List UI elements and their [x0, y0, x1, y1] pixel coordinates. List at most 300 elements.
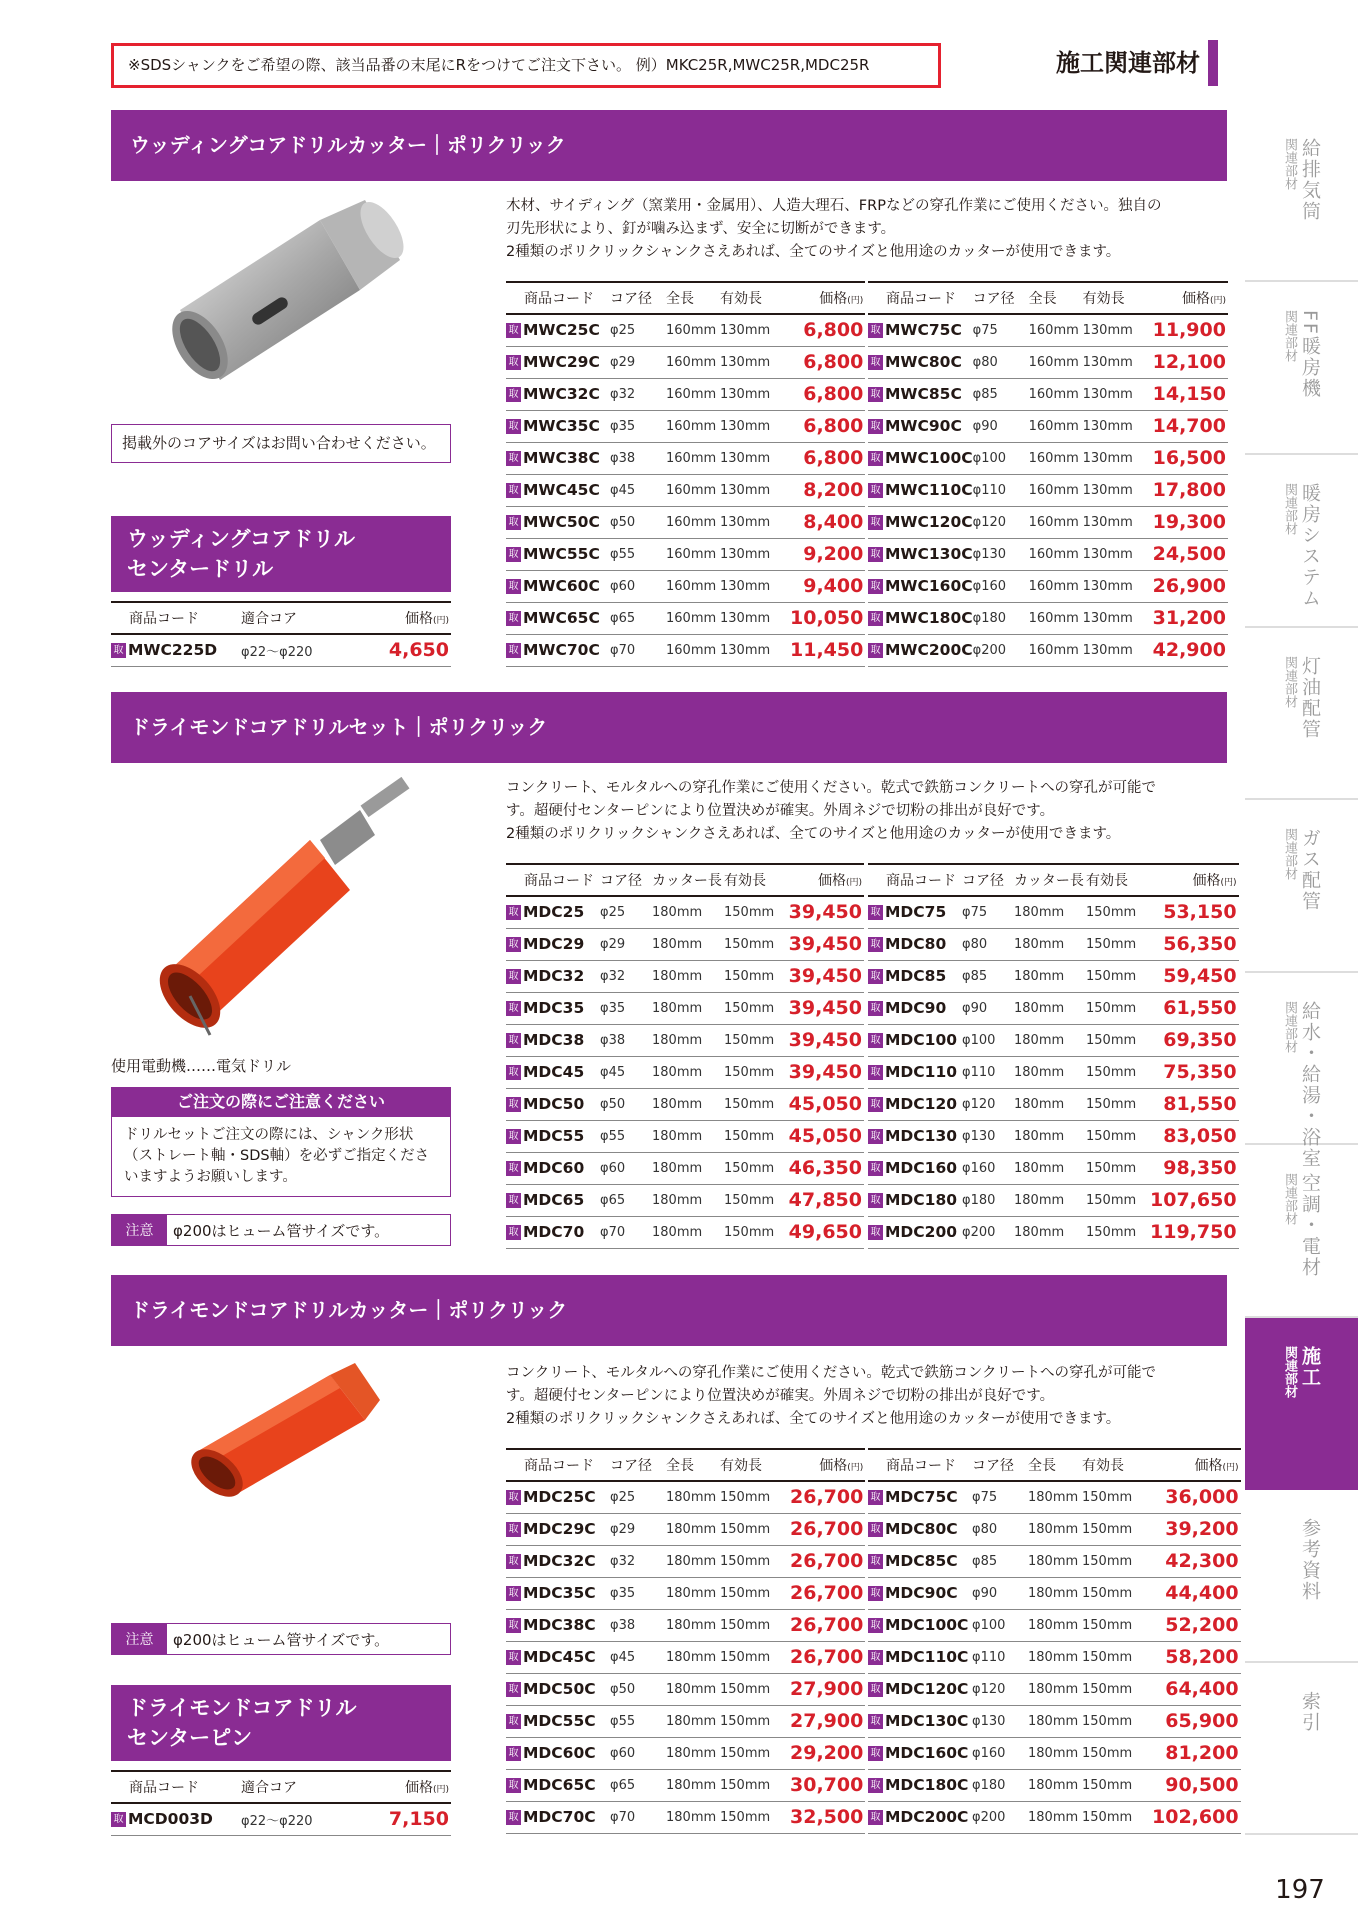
length: 180mm [1014, 1024, 1086, 1056]
stock-badge: 取 [111, 643, 126, 658]
effective-length: 150mm [720, 1737, 790, 1769]
product-code [506, 1577, 610, 1609]
effective-length: 150mm [1082, 1609, 1152, 1641]
column-header: 有効長 [720, 282, 790, 314]
table-row [506, 1513, 865, 1545]
table-row [506, 474, 865, 506]
table-row [868, 1673, 1241, 1705]
stock-badge: 取 [506, 1714, 521, 1729]
stock-badge: 取 [868, 1618, 883, 1633]
effective-length: 130mm [1083, 602, 1153, 634]
side-tab[interactable] [1245, 973, 1358, 1169]
length: 180mm [1014, 1056, 1086, 1088]
product-code-text: MWC38C [523, 449, 600, 467]
effective-length: 150mm [724, 1056, 788, 1088]
effective-length: 150mm [1082, 1673, 1152, 1705]
product-code [506, 1801, 610, 1833]
length: 180mm [666, 1705, 720, 1737]
table-row [506, 1673, 865, 1705]
price: 6,800 [790, 378, 865, 410]
price-header-text: 価格 [819, 1458, 848, 1474]
product-code-text: MDC85C [885, 1552, 958, 1570]
section-1-description: 木材、サイディング（窯業用・金属用）、人造大理石、FRPなどの穿孔作業にご使用ください。独自の 刃先形状により、釘が噛み込まず、安全に切断ができます。 2種類のポリクリックシャンクさえあれば、全てのサイズと他用途のカッターが使用できます。 [506, 198, 1162, 260]
product-code-text: MDC32C [523, 1552, 596, 1570]
product-code [868, 1641, 972, 1673]
table-row [506, 1705, 865, 1737]
effective-length: 150mm [720, 1769, 790, 1801]
side-tab[interactable] [1245, 628, 1358, 800]
product-code [506, 1641, 610, 1673]
table-row [506, 1801, 865, 1833]
table-row [868, 1024, 1239, 1056]
length: 160mm [666, 634, 720, 666]
category-bar [1208, 40, 1218, 86]
table-row [506, 634, 865, 666]
effective-length: 150mm [1082, 1801, 1152, 1833]
effective-length: 150mm [1082, 1481, 1152, 1513]
product-code-text: MDC130 [885, 1127, 958, 1145]
product-code-text: MDC100C [885, 1616, 969, 1634]
length: 180mm [1028, 1545, 1082, 1577]
product-code [868, 538, 973, 570]
price-unit: (円) [1209, 296, 1226, 306]
section-1-rule [111, 180, 1227, 181]
core-diameter: φ45 [610, 1641, 666, 1673]
stock-badge: 取 [506, 1586, 521, 1601]
product-code-text: MDC80 [885, 935, 947, 953]
length: 160mm [1029, 378, 1083, 410]
table-header-row [111, 1771, 451, 1803]
column-header: コア径 [610, 282, 666, 314]
stock-badge: 取 [506, 1129, 521, 1144]
effective-length: 130mm [720, 474, 790, 506]
column-header: コア径 [600, 864, 652, 896]
column-header: 有効長 [1083, 282, 1153, 314]
section-1-table-right [868, 281, 1228, 667]
table-row [868, 896, 1239, 928]
section-2-description: コンクリート、モルタルへの穿孔作業にご使用ください。乾式で鉄筋コンクリートへの穿孔が可能で す。超硬付センターピンにより位置決めが確実。外周ネジで切粉の排出が良好です。 2種類のポリクリックシャンクさえあれば、全てのサイズと他用途のカッターが使用できます。 [506, 780, 1157, 842]
column-header [241, 602, 371, 634]
product-code-text: MWC80C [885, 353, 962, 371]
table-row [868, 960, 1239, 992]
stock-badge: 取 [868, 1522, 883, 1537]
effective-length: 150mm [720, 1577, 790, 1609]
side-tab-title: 参考資料 [1299, 1518, 1321, 1602]
length: 180mm [1028, 1481, 1082, 1513]
product-code-text: MWC100C [885, 449, 973, 467]
effective-length: 150mm [1086, 1120, 1150, 1152]
column-header: カッター長 [652, 864, 724, 896]
product-code [506, 1737, 610, 1769]
price: 8,200 [790, 474, 865, 506]
core-diameter: φ55 [600, 1120, 652, 1152]
column-header: 商品コード [868, 282, 973, 314]
stock-badge: 取 [506, 1522, 521, 1537]
price: 16,500 [1153, 442, 1228, 474]
price: 59,450 [1150, 960, 1239, 992]
effective-length: 150mm [724, 992, 788, 1024]
effective-length: 130mm [720, 602, 790, 634]
product-code [868, 570, 973, 602]
effective-length: 150mm [720, 1801, 790, 1833]
stock-badge: 取 [506, 547, 521, 562]
column-header-text: 価格 [404, 611, 433, 627]
length: 180mm [666, 1481, 720, 1513]
length: 180mm [666, 1801, 720, 1833]
stock-badge: 取 [868, 1161, 883, 1176]
side-tab[interactable] [1245, 282, 1358, 455]
core-diameter: φ120 [962, 1088, 1014, 1120]
length: 180mm [652, 1216, 724, 1248]
table-row [868, 1545, 1241, 1577]
stock-badge: 取 [868, 547, 883, 562]
product-code-text: MWC85C [885, 385, 962, 403]
length: 180mm [652, 1088, 724, 1120]
product-code-text: MDC200C [885, 1808, 969, 1826]
effective-length: 130mm [1083, 346, 1153, 378]
side-tab[interactable] [1245, 110, 1358, 282]
column-header: カッター長 [1014, 864, 1086, 896]
price: 39,200 [1152, 1513, 1241, 1545]
product-code [111, 634, 241, 666]
price: 17,800 [1153, 474, 1228, 506]
product-code-text: MDC25C [523, 1488, 596, 1507]
product-code [111, 1803, 241, 1835]
price: 26,700 [790, 1513, 865, 1545]
table-row [506, 1184, 864, 1216]
side-tab[interactable] [1245, 1318, 1358, 1490]
product-code-text: MDC90 [885, 999, 947, 1017]
product-code-text: MDC180C [885, 1776, 969, 1794]
length: 160mm [666, 410, 720, 442]
price: 26,700 [790, 1545, 865, 1577]
core-diameter: φ50 [600, 1088, 652, 1120]
compatible-core: φ22〜φ220 [241, 634, 371, 666]
length: 180mm [666, 1641, 720, 1673]
length: 180mm [666, 1577, 720, 1609]
product-code-text: MDC50 [523, 1095, 585, 1113]
length: 180mm [1028, 1513, 1082, 1545]
core-diameter: φ200 [962, 1216, 1014, 1248]
product-code [506, 570, 610, 602]
stock-badge: 取 [506, 1490, 521, 1505]
core-diameter: φ110 [962, 1056, 1014, 1088]
effective-length: 130mm [1083, 538, 1153, 570]
side-tab[interactable] [1245, 1663, 1358, 1835]
stock-badge: 取 [506, 355, 521, 370]
length: 180mm [1014, 1184, 1086, 1216]
price: 4,650 [371, 634, 451, 666]
price: 26,700 [790, 1481, 865, 1513]
product-code [868, 1673, 972, 1705]
product-code-text: MDC200 [885, 1223, 958, 1241]
product-code [868, 378, 973, 410]
side-tab-title: 施工 [1299, 1346, 1321, 1388]
effective-length: 130mm [1083, 410, 1153, 442]
column-header-text: 商品コード [129, 611, 199, 627]
caution-body: ドリルセットご注文の際には、シャンク形状（ストレート軸・SDS軸）を必ずご指定くださいますようお願いします。 [111, 1117, 451, 1197]
price-unit: (円) [1220, 878, 1237, 888]
product-code-text: MWC75C [885, 321, 962, 340]
price: 46,350 [788, 1152, 864, 1184]
column-header-text: 商品コード [129, 1780, 199, 1796]
core-diameter: φ90 [972, 1577, 1028, 1609]
stock-badge: 取 [868, 387, 883, 402]
price-unit: (円) [845, 878, 862, 888]
effective-length: 150mm [1082, 1769, 1152, 1801]
side-tab[interactable] [1245, 1145, 1358, 1318]
price-table [506, 1448, 865, 1834]
side-tab[interactable] [1245, 455, 1358, 628]
stock-badge: 取 [506, 1065, 521, 1080]
length: 160mm [1029, 442, 1083, 474]
product-code-text: MDC110 [885, 1063, 958, 1081]
column-header: 有効長 [1082, 1449, 1152, 1481]
length: 180mm [666, 1769, 720, 1801]
product-code-text: MDC90C [885, 1584, 958, 1602]
side-tab-title: 索引 [1299, 1691, 1321, 1733]
stock-badge: 取 [868, 323, 883, 338]
table-row [868, 634, 1228, 666]
product-code [868, 1088, 962, 1120]
product-code [868, 442, 973, 474]
product-code-text: MWC225D [128, 641, 218, 660]
stock-badge: 取 [506, 1778, 521, 1793]
product-code [868, 960, 962, 992]
core-diameter: φ110 [972, 1641, 1028, 1673]
price: 53,150 [1150, 896, 1239, 928]
stock-badge: 取 [506, 1193, 521, 1208]
table-row [111, 1803, 451, 1835]
length: 180mm [1014, 1088, 1086, 1120]
core-diameter: φ160 [973, 570, 1029, 602]
length: 180mm [1028, 1609, 1082, 1641]
length: 180mm [652, 896, 724, 928]
length: 160mm [1029, 634, 1083, 666]
price: 65,900 [1152, 1705, 1241, 1737]
core-diameter: φ29 [600, 928, 652, 960]
table-row [868, 1088, 1239, 1120]
price: 39,450 [788, 928, 864, 960]
product-code-text: MDC110C [885, 1648, 969, 1666]
price-unit: (円) [847, 1463, 864, 1473]
core-diameter: φ32 [610, 378, 666, 410]
price: 45,050 [788, 1088, 864, 1120]
side-tab[interactable] [1245, 800, 1358, 973]
column-header [371, 1771, 451, 1803]
length: 180mm [652, 928, 724, 960]
core-diameter: φ70 [600, 1216, 652, 1248]
side-tab-label [1282, 138, 1320, 222]
effective-length: 150mm [1086, 960, 1150, 992]
table-row [868, 1641, 1241, 1673]
product-code-text: MWC70C [523, 641, 600, 659]
table-header-row [868, 1449, 1241, 1481]
table-row [111, 634, 451, 666]
column-header: 商品コード [506, 1449, 610, 1481]
product-code-text: MDC85 [885, 967, 947, 985]
table-header-row [868, 282, 1228, 314]
table-row [506, 538, 865, 570]
table-row [868, 346, 1228, 378]
length: 160mm [1029, 314, 1083, 346]
product-code [868, 1152, 962, 1184]
product-code [506, 634, 610, 666]
price: 47,850 [788, 1184, 864, 1216]
product-code [868, 992, 962, 1024]
product-code-text: MDC120C [885, 1680, 969, 1698]
column-header: 全長 [1029, 282, 1083, 314]
section-2-caution-note: 注意 φ200はヒューム管サイズです。 [111, 1214, 451, 1246]
table-row [506, 506, 865, 538]
price-header-text: 価格 [1192, 873, 1221, 889]
product-code [506, 1056, 600, 1088]
effective-length: 150mm [1086, 896, 1150, 928]
stock-badge: 取 [868, 1810, 883, 1825]
length: 180mm [1028, 1641, 1082, 1673]
table-row [506, 602, 865, 634]
table-row [868, 992, 1239, 1024]
core-diameter: φ130 [973, 538, 1029, 570]
product-code [868, 1481, 972, 1513]
table-row [506, 346, 865, 378]
product-code-text: MDC29 [523, 935, 585, 953]
effective-length: 150mm [724, 960, 788, 992]
product-code [506, 1769, 610, 1801]
price-header-text: 価格 [1181, 291, 1210, 307]
side-tab-label [1282, 483, 1320, 609]
stock-badge: 取 [868, 1682, 883, 1697]
product-code [506, 896, 600, 928]
effective-length: 150mm [724, 1216, 788, 1248]
price: 14,700 [1153, 410, 1228, 442]
price-table [506, 863, 864, 1249]
stock-badge: 取 [868, 1065, 883, 1080]
effective-length: 130mm [1083, 634, 1153, 666]
sub-price-table [111, 601, 451, 667]
length: 160mm [666, 346, 720, 378]
length: 180mm [1028, 1801, 1082, 1833]
stock-badge: 取 [868, 483, 883, 498]
product-code [506, 1609, 610, 1641]
side-tab-label [1282, 1173, 1320, 1278]
core-diameter: φ120 [972, 1673, 1028, 1705]
core-diameter: φ180 [972, 1769, 1028, 1801]
price: 6,800 [790, 346, 865, 378]
column-header-text: 適合コア [241, 1780, 297, 1796]
product-code [506, 1184, 600, 1216]
stock-badge: 取 [506, 937, 521, 952]
length: 160mm [666, 442, 720, 474]
core-diameter: φ70 [610, 634, 666, 666]
core-diameter: φ75 [973, 314, 1029, 346]
product-code-text: MWC120C [885, 513, 973, 531]
price: 98,350 [1150, 1152, 1239, 1184]
length: 180mm [1014, 992, 1086, 1024]
stock-badge: 取 [868, 1554, 883, 1569]
product-code-text: MDC60C [523, 1744, 596, 1762]
price: 36,000 [1152, 1481, 1241, 1513]
side-tab-title: 暖房システム [1299, 483, 1321, 609]
price: 19,300 [1153, 506, 1228, 538]
core-diameter: φ29 [610, 1513, 666, 1545]
side-tab-label [1300, 1691, 1320, 1733]
side-tab[interactable] [1245, 1490, 1358, 1663]
diamond-core-drill-cutter-image [185, 1355, 385, 1505]
core-diameter: φ35 [610, 410, 666, 442]
product-code [506, 1024, 600, 1056]
table-row [868, 1184, 1239, 1216]
price: 27,900 [790, 1705, 865, 1737]
core-diameter: φ38 [610, 442, 666, 474]
core-diameter: φ100 [973, 442, 1029, 474]
length: 180mm [652, 992, 724, 1024]
stock-badge: 取 [506, 1682, 521, 1697]
side-tab-title: 給水・給湯・浴室 [1299, 1001, 1321, 1169]
product-code [868, 1024, 962, 1056]
length: 160mm [1029, 474, 1083, 506]
stock-badge: 取 [868, 969, 883, 984]
section-3-table-right [868, 1448, 1241, 1834]
effective-length: 150mm [1086, 1216, 1150, 1248]
effective-length: 130mm [1083, 570, 1153, 602]
core-diameter: φ45 [610, 474, 666, 506]
center-pin-title: ドライモンドコアドリル センターピン [111, 1685, 451, 1761]
product-code-text: MDC29C [523, 1520, 596, 1538]
price-header-text: 価格 [1194, 1458, 1223, 1474]
product-code [506, 1513, 610, 1545]
product-code-text: MWC55C [523, 545, 600, 563]
table-row [868, 1705, 1241, 1737]
effective-length: 150mm [1086, 1088, 1150, 1120]
price-unit: (円) [1222, 1463, 1239, 1473]
table-row [506, 314, 865, 346]
price-header-text: 価格 [819, 291, 848, 307]
length: 180mm [666, 1673, 720, 1705]
core-diameter: φ80 [962, 928, 1014, 960]
price: 31,200 [1153, 602, 1228, 634]
product-code-text: MWC60C [523, 577, 600, 595]
product-code [506, 314, 610, 346]
product-code [868, 1056, 962, 1088]
effective-length: 150mm [720, 1641, 790, 1673]
core-diameter: φ200 [973, 634, 1029, 666]
price: 9,400 [790, 570, 865, 602]
table-row [868, 1216, 1239, 1248]
column-header: 商品コード [506, 864, 600, 896]
product-code-text: MDC160 [885, 1159, 958, 1177]
table-row [506, 1609, 865, 1641]
product-code-text: MDC45 [523, 1063, 585, 1081]
side-tab-label [1282, 656, 1320, 740]
table-header-row [506, 864, 864, 896]
length: 180mm [1014, 1216, 1086, 1248]
price: 12,100 [1153, 346, 1228, 378]
column-header [241, 1771, 371, 1803]
core-diameter: φ130 [962, 1120, 1014, 1152]
price-table [868, 1448, 1241, 1834]
product-code [868, 1513, 972, 1545]
effective-length: 150mm [724, 1152, 788, 1184]
product-code [506, 928, 600, 960]
product-code-text: MDC80C [885, 1520, 958, 1538]
side-tab-title: 空調・電材 [1299, 1173, 1321, 1278]
effective-length: 150mm [1086, 1024, 1150, 1056]
stock-badge: 取 [506, 1225, 521, 1240]
product-code [506, 474, 610, 506]
stock-badge: 取 [506, 515, 521, 530]
length: 180mm [666, 1545, 720, 1577]
